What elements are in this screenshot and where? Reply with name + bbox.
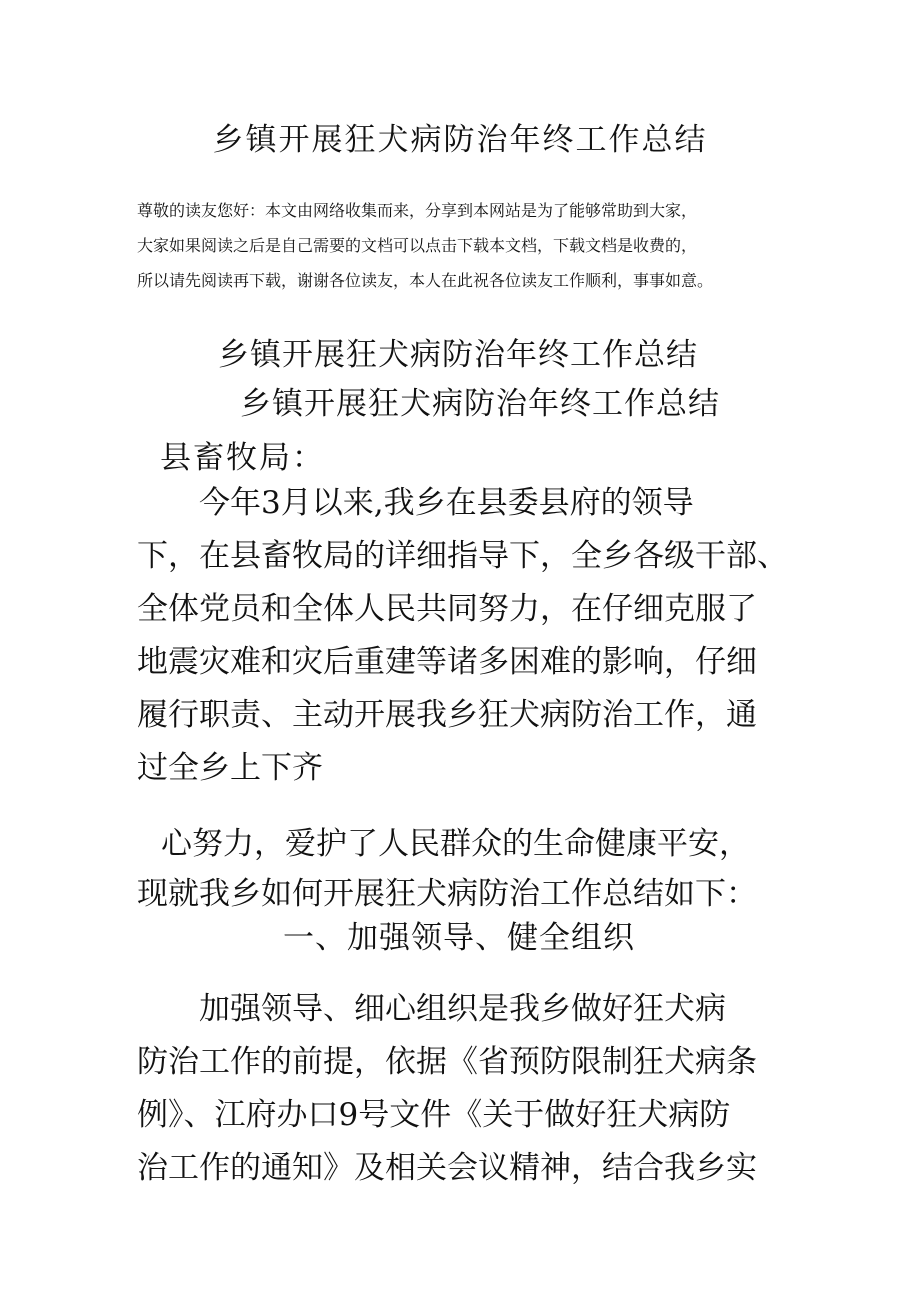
repeated-title: 乡镇开展狂犬病防治年终工作总结 bbox=[218, 337, 698, 373]
paragraph-1 bbox=[137, 477, 797, 795]
paragraph-line: 履行职责、主动开展我乡狂犬病防治工作，通 bbox=[137, 697, 757, 733]
paragraph-line: 防治工作的前提，依据《省预防限制狂犬病条 bbox=[137, 1044, 757, 1080]
paragraph-line: 现就我乡如何开展狂犬病防治工作总结如下： bbox=[137, 876, 757, 912]
notice-line: 大家如果阅读之后是自己需要的文档可以点击下载本文档，下载文档是收费的， bbox=[137, 236, 698, 255]
paragraph-line: 全体党员和全体人民共同努力，在仔细克服了 bbox=[137, 591, 757, 627]
paragraph-3 bbox=[137, 983, 797, 1195]
paragraph-line: 过全乡上下齐 bbox=[137, 750, 323, 786]
reader-notice bbox=[137, 193, 787, 298]
salutation: 县畜牧局： bbox=[160, 440, 325, 476]
paragraph-line: 治工作的通知》及相关会议精神，结合我乡实 bbox=[137, 1150, 757, 1186]
notice-line: 尊敬的读友您好：本文由网络收集而来，分享到本网站是为了能够常助到大家， bbox=[137, 201, 698, 220]
document-title: 乡镇开展狂犬病防治年终工作总结 bbox=[212, 122, 708, 158]
paragraph-line: 例》、江府办口9号文件《关于做好狂犬病防 bbox=[137, 1097, 731, 1133]
paragraph-line: 加强领导、细心组织是我乡做好狂犬病 bbox=[137, 991, 726, 1027]
paragraph-2 bbox=[137, 818, 797, 917]
section-heading: 一、加强领导、健全组织 bbox=[283, 920, 635, 956]
paragraph-line: 下，在县畜牧局的详细指导下，全乡各级干部、 bbox=[137, 538, 788, 574]
paragraph-line: 地震灾难和灾后重建等诸多困难的影响，仔细 bbox=[137, 644, 757, 680]
paragraph-line: 今年3月以来,我乡在县委县府的领导 bbox=[137, 485, 694, 521]
notice-line: 所以请先阅读再下载，谢谢各位读友，本人在此祝各位读友工作顺利，事事如意。 bbox=[137, 271, 714, 290]
repeated-title: 乡镇开展狂犬病防治年终工作总结 bbox=[240, 386, 720, 422]
paragraph-line: 心努力，爱护了人民群众的生命健康平安， bbox=[161, 826, 750, 862]
